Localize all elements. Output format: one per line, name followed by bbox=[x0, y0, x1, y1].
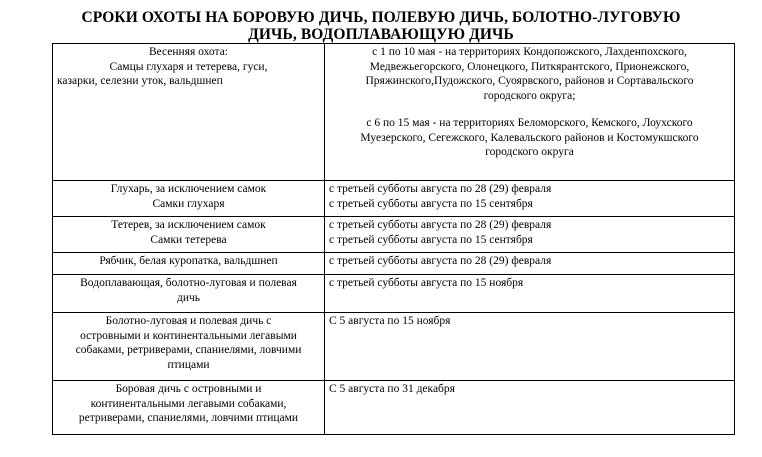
title-line-1: СРОКИ ОХОТЫ НА БОРОВУЮ ДИЧЬ, ПОЛЕВУЮ ДИЧЬ, БОЛОТНО-ЛУГОВУЮ bbox=[81, 9, 681, 26]
dates-line: с третьей субботы августа по 28 (29) февраля bbox=[329, 219, 552, 231]
game-line: Болотно-луговая и полевая дичь с bbox=[105, 315, 272, 327]
game-line: Рябчик, белая куропатка, вальдшнеп bbox=[99, 255, 278, 267]
table-row bbox=[53, 44, 735, 181]
table-row bbox=[53, 381, 735, 435]
dates-cell bbox=[325, 381, 735, 435]
dates-spacer bbox=[329, 103, 730, 116]
game-cell bbox=[53, 381, 325, 435]
dates-cell bbox=[325, 275, 735, 313]
table-row bbox=[53, 275, 735, 313]
dates-line: с третьей субботы августа по 28 (29) февраля bbox=[329, 183, 552, 195]
game-line: Самцы глухаря и тетерева, гуси, bbox=[109, 60, 268, 73]
dates-line: с третьей субботы августа по 15 сентября bbox=[329, 197, 533, 210]
game-line: Водоплавающая, болотно-луговая и полевая bbox=[80, 277, 297, 289]
dates-cell bbox=[325, 181, 735, 217]
table-row bbox=[53, 181, 735, 217]
game-cell bbox=[53, 253, 325, 275]
game-cell bbox=[53, 275, 325, 313]
game-line: Самки глухаря bbox=[152, 197, 225, 210]
game-line: Самки тетерева bbox=[150, 233, 227, 246]
game-line: собаками, ретриверами, спаниелями, ловчими bbox=[75, 344, 302, 356]
dates-line: с 1 по 10 мая - на территориях Кондопожского, Лахденпохского, bbox=[372, 46, 687, 58]
dates-cell bbox=[325, 253, 735, 275]
game-line: Боровая дичь с островными и bbox=[115, 383, 262, 395]
dates-cell bbox=[325, 44, 735, 181]
game-cell bbox=[53, 217, 325, 253]
dates-cell bbox=[325, 217, 735, 253]
dates-line: Медвежьегорского, Олонецкого, Питкярантского, Прионежского, bbox=[369, 60, 690, 73]
game-cell bbox=[53, 181, 325, 217]
game-cell bbox=[53, 313, 325, 381]
game-line: Глухарь, за исключением самок bbox=[110, 183, 267, 195]
table-row bbox=[53, 217, 735, 253]
game-cell bbox=[53, 44, 325, 181]
dates-line: с третьей субботы августа по 28 (29) февраля bbox=[329, 255, 552, 267]
dates-line: С 5 августа по 15 ноября bbox=[329, 315, 451, 327]
dates-cell bbox=[325, 313, 735, 381]
table-row bbox=[53, 313, 735, 381]
dates-line: Пряжинского,Пудожского, Суоярвского, районов и Сортавальского bbox=[365, 75, 694, 87]
dates-line: с третьей субботы августа по 15 ноября bbox=[329, 277, 524, 289]
dates-line: городского округа; bbox=[483, 89, 576, 102]
dates-line: с 6 по 15 мая - на территориях Беломорского, Кемского, Лоухского bbox=[366, 117, 693, 129]
game-line: Тетерев, за исключением самок bbox=[111, 219, 266, 231]
dates-line: с третьей субботы августа по 15 сентября bbox=[329, 233, 533, 246]
game-line: ретриверами, спаниелями, ловчими птицами bbox=[78, 412, 299, 424]
title-line-2: ДИЧЬ, ВОДОПЛАВАЮЩУЮ ДИЧЬ bbox=[248, 26, 514, 43]
page-title bbox=[0, 9, 762, 43]
hunting-seasons-table bbox=[52, 43, 735, 435]
dates-line: городского округа bbox=[485, 146, 574, 158]
game-line: островными и континентальными легавыми bbox=[80, 329, 297, 342]
table-row bbox=[53, 253, 735, 275]
game-line: птицами bbox=[167, 358, 210, 371]
game-line: дичь bbox=[176, 291, 201, 304]
dates-line: Муезерского, Сегежского, Калевальского районов и Костомукшского bbox=[360, 131, 699, 144]
dates-line: С 5 августа по 31 декабря bbox=[329, 383, 455, 395]
game-line: Весенняя охота: bbox=[148, 46, 228, 58]
game-line: континентальными легавыми собаками, bbox=[90, 397, 287, 410]
game-line: казарки, селезни уток, вальдшнеп bbox=[57, 75, 223, 87]
